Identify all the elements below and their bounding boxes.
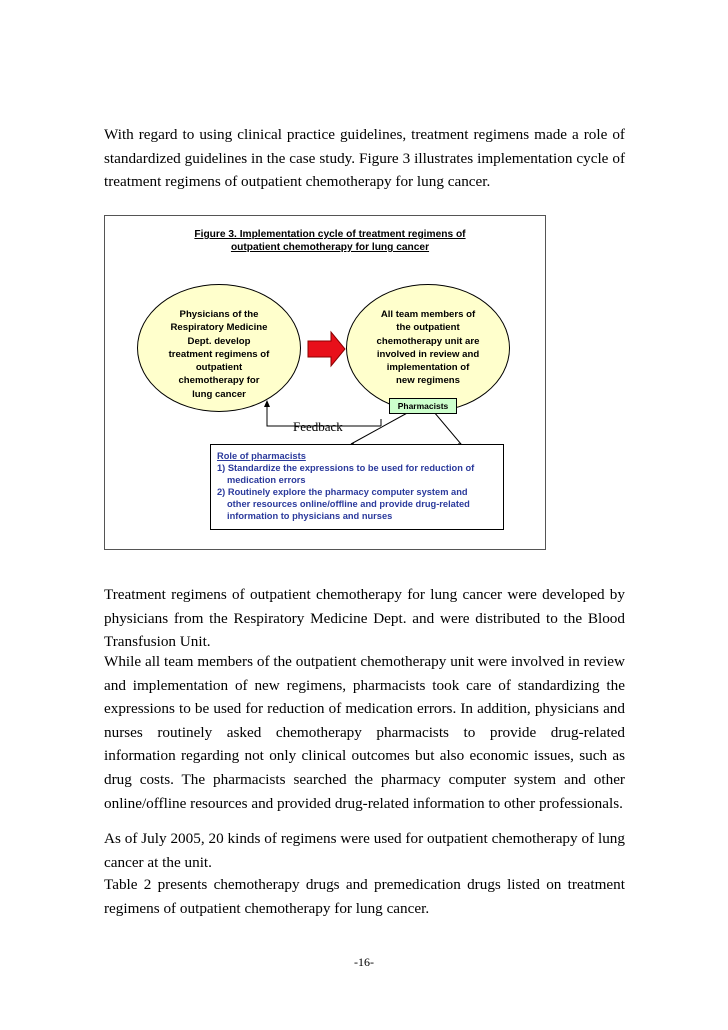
figure-title-line-2: outpatient chemotherapy for lung cancer [230,242,430,253]
team-oval-line: the outpatient [396,322,460,334]
role-item-2: 2) Routinely explore the pharmacy computer system and [217,487,468,497]
page-number: -16- [354,955,374,969]
pharmacists-box: Pharmacists [389,398,457,414]
feedback-label: Feedback [293,419,343,434]
team-oval-line: implementation of [386,362,470,374]
physicians-oval [137,284,301,412]
figure-title-line-1: Figure 3. Implementation cycle of treatment regimens of [194,229,466,240]
team-oval-line: involved in review and [376,348,480,360]
figure-title [155,228,505,254]
physicians-oval-line: chemotherapy for [178,375,260,387]
paragraph-table-2: Table 2 presents chemotherapy drugs and premedication drugs listed on treatment regimens of outpatient chemotherapy for lung cancer. [104,876,625,917]
physicians-oval-line: Physicians of the [179,309,259,320]
physicians-oval-line: outpatient [195,362,243,374]
team-oval-line: chemotherapy unit are [376,335,480,347]
paragraph-regimen-count: As of July 2005, 20 kinds of regimens were used for outpatient chemotherapy of lung cancer at the unit. [104,830,625,871]
physicians-oval-line: Respiratory Medicine [170,322,268,334]
role-of-pharmacists-box [210,444,504,530]
role-item-1: 1) Standardize the expressions to be used for reduction of [217,463,475,473]
figure-3-diagram [104,215,546,550]
role-item-1-cont: medication errors [227,475,306,485]
team-members-oval [346,284,510,412]
paragraph-team-review: While all team members of the outpatient chemotherapy unit were involved in review and implementation of new regimens, pharmacists took care of standardizing the expressions to be used for reduction of medication errors. In addition, physicians and nurses routinely asked chemotherapy pharmacists to provide drug-related information regarding not only clinical outcomes but also economic issues, such as drug costs. The pharmacists searched the pharmacy computer system and other online/offline resources and provided drug-related information to other professionals. [104,653,625,812]
physicians-oval-line: treatment regimens of [168,348,270,360]
role-title: Role of pharmacists [217,451,306,461]
paragraph-intro: With regard to using clinical practice guidelines, treatment regimens made a role of standardized guidelines in the case study. Figure 3 illustrates implementation cycle of treatment regimens of outpatient chemotherapy for lung cancer. [104,126,625,191]
physicians-oval-line: Dept. develop [187,335,251,347]
role-item-2-cont: information to physicians and nurses [227,511,393,521]
physicians-oval-line: lung cancer [192,388,246,400]
arrow-right-icon [308,332,345,366]
team-oval-line: All team members of [380,309,476,320]
paragraph-development: Treatment regimens of outpatient chemotherapy for lung cancer were developed by physicians from the Respiratory Medicine Dept. and were distributed to the Blood Transfusion Unit. [104,586,625,651]
role-item-2-cont: other resources online/offline and provide drug-related [227,499,470,509]
team-oval-line: new regimens [396,375,460,387]
callout-pointer [351,412,461,444]
